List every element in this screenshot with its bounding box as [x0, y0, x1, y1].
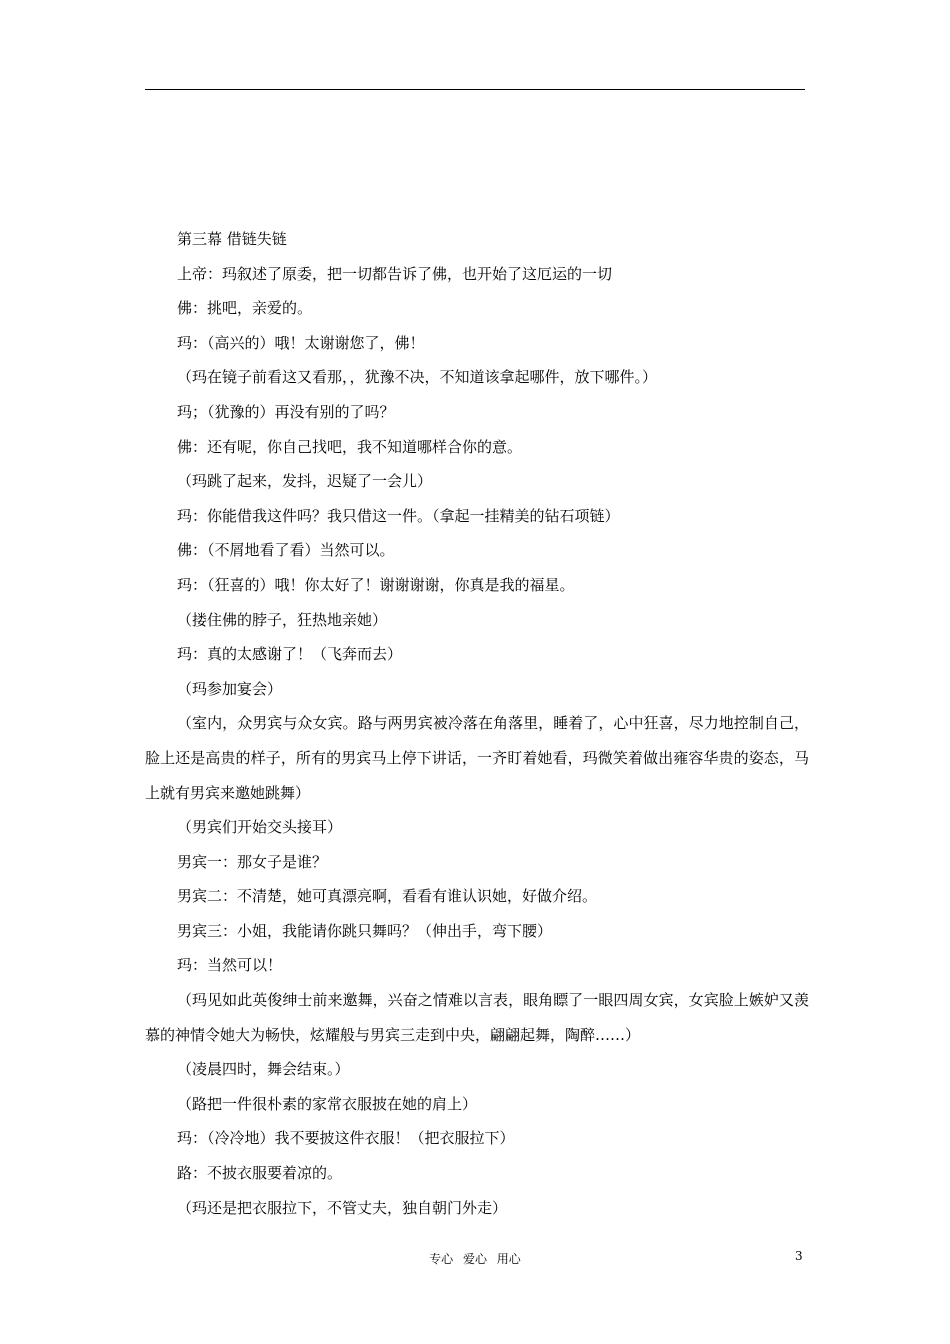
page-number: 3: [795, 1249, 803, 1263]
dialogue-line: 玛；（犹豫的）再没有别的了吗？: [177, 402, 395, 421]
dialogue-line: 玛：（冷冷地）我不要披这件衣服！（把衣服拉下）: [177, 1129, 515, 1148]
stage-direction: （玛在镜子前看这又看那，，犹豫不决，不知道该拿起哪件，放下哪件。）: [177, 368, 658, 387]
dialogue-line: 佛：挑吧，亲爱的。: [177, 299, 313, 318]
stage-direction: （玛见如此英俊绅士前来邀舞，兴奋之情难以言表，眼角瞟了一眼四周女宾，女宾脸上嫉妒又羡慕的神情令她大为畅快，炫耀般与男宾三走到中央，翩翩起舞，陶醉……）: [145, 991, 809, 1044]
dialogue-line: 路：不披衣服要着凉的。: [177, 1164, 343, 1183]
dialogue-line: 玛：当然可以！: [177, 956, 283, 975]
stage-direction: （玛跳了起来，发抖，迟疑了一会儿）: [177, 472, 433, 491]
dialogue-line: 玛：（狂喜的）哦！你太好了！谢谢谢谢，你真是我的福星。: [177, 575, 575, 594]
dialogue-line: 玛：你能借我这件吗？我只借这一件。（拿起一挂精美的钻石项链）: [177, 506, 620, 525]
stage-direction: （搂住佛的脖子，狂热地亲她）: [177, 610, 388, 629]
dialogue-line: 男宾二：不清楚，她可真漂亮啊，看看有谁认识她，好做介绍。: [177, 887, 598, 906]
dialogue-line: 玛：（高兴的）哦！太谢谢您了，佛！: [177, 333, 425, 352]
dialogue-line: 玛：真的太感谢了！（飞奔而去）: [177, 645, 403, 664]
dialogue-line: 男宾一：那女子是谁？: [177, 852, 328, 871]
stage-direction: （男宾们开始交头接耳）: [177, 818, 343, 837]
stage-direction: （路把一件很朴素的家常衣服披在她的肩上）: [177, 1094, 478, 1113]
scene-heading: 第三幕 借链失链: [177, 230, 287, 248]
header-rule: [145, 89, 805, 90]
stage-direction: （室内，众男宾与众女宾。路与两男宾被冷落在角落里，睡着了，心中狂喜，尽力地控制自己，脸上还是高贵的样子，所有的男宾马上停下讲话，一齐盯着她看，玛微笑着做出雍容华贵的姿态，马上就有男宾来邀她跳舞）: [145, 714, 809, 802]
dialogue-line: 上帝：玛叙述了原委，把一切都告诉了佛，也开始了这厄运的一切: [177, 264, 613, 283]
stage-direction: （凌晨四时，舞会结束。）: [177, 1060, 350, 1079]
stage-direction: （玛参加宴会）: [177, 679, 283, 698]
stage-direction: （玛还是把衣服拉下，不管丈夫，独自朝门外走）: [177, 1198, 508, 1217]
dialogue-line: 佛：（不屑地看了看）当然可以。: [177, 541, 395, 560]
dialogue-line: 男宾三：小姐，我能请你跳只舞吗？（伸出手，弯下腰）: [177, 921, 553, 940]
script-body: [145, 222, 809, 1225]
dialogue-line: 佛：还有呢，你自己找吧，我不知道哪样合你的意。: [177, 437, 523, 456]
footer-motto: 专心 爱心 用心: [429, 1252, 521, 1266]
